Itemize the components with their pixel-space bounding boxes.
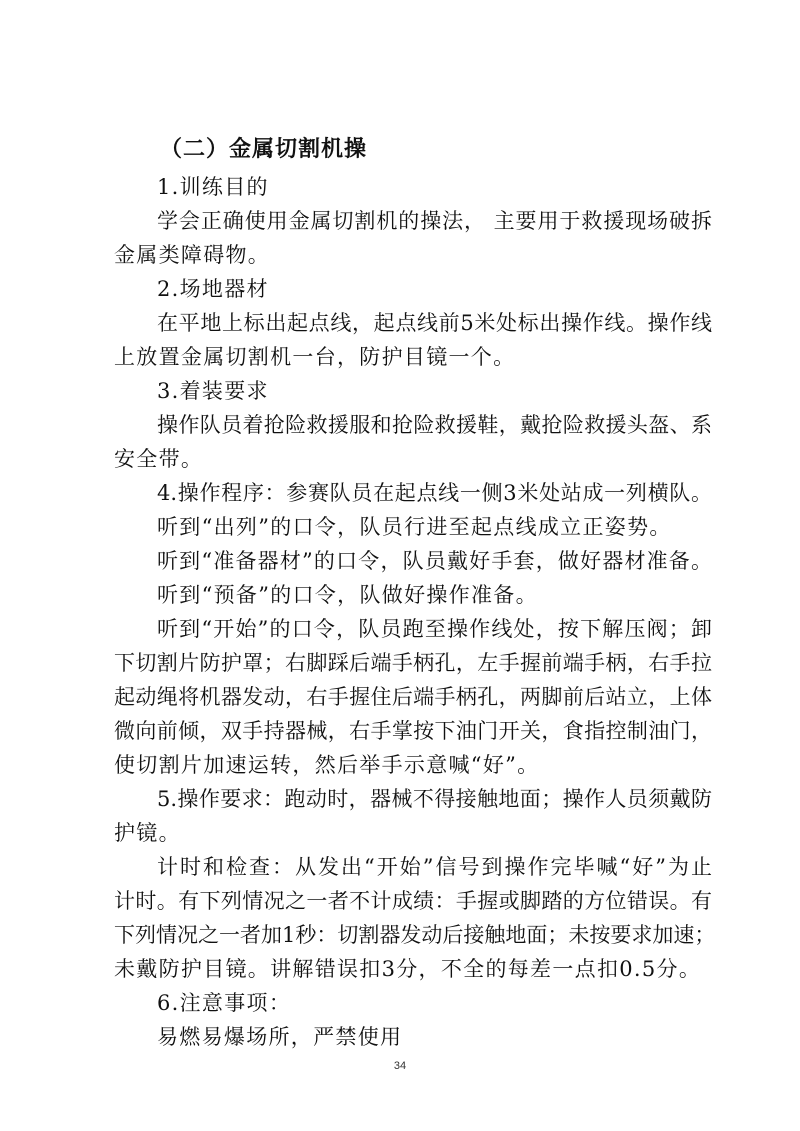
section-title: （二）金属切割机操 [160,137,368,162]
paragraph-line: 学会正确使用金属切割机的操法， 主要用于救援现场破拆 [157,209,712,233]
paragraph-line: 计时和检查：从发出“开始”信号到操作完毕喊“好”为止 [157,855,712,879]
paragraph-line: 使切割片加速运转，然后举手示意喊“好”。 [114,753,540,777]
paragraph-line: 易燃易爆场所，严禁使用 [157,1025,403,1049]
paragraph-line: 听到“准备器材”的口令，队员戴好手套，做好器材准备。 [157,549,712,573]
heading-operation-requirements: 5.操作要求：跑动时，器械不得接触地面；操作人员须戴防 [157,787,712,811]
paragraph-line: 未戴防护目镜。讲解错误扣3分，不全的每差一点扣0.5分。 [114,957,702,981]
heading-training-purpose: 1.训练目的 [157,175,269,199]
paragraph-line: 听到“预备”的口令，队做好操作准备。 [157,583,538,607]
heading-venue-equipment: 2.场地器材 [157,277,269,301]
paragraph-line: 金属类障碍物。 [114,243,271,267]
paragraph-line: 安全带。 [114,447,204,471]
paragraph-line: 在平地上标出起点线，起点线前5米处标出操作线。操作线 [157,311,712,335]
paragraph-line: 下列情况之一者加1秒：切割器发动后接触地面；未按要求加速； [114,923,716,947]
heading-operation-procedure: 4.操作程序：参赛队员在起点线一侧3米处站成一列横队。 [157,481,712,505]
paragraph-line: 护镜。 [114,821,181,845]
page-number: 34 [393,1060,407,1072]
paragraph-line: 下切割片防护罩；右脚踩后端手柄孔，左手握前端手柄，右手拉 [114,651,712,675]
paragraph-line: 听到“开始”的口令，队员跑至操作线处，按下解压阀；卸 [157,617,712,641]
heading-precautions: 6.注意事项： [157,991,292,1015]
paragraph-line: 操作队员着抢险救援服和抢险救援鞋，戴抢险救援头盔、系 [157,413,712,437]
paragraph-line: 计时。有下列情况之一者不计成绩：手握或脚踏的方位错误。有 [114,889,712,913]
paragraph-line: 听到“出列”的口令，队员行进至起点线成立正姿势。 [157,515,672,539]
paragraph-line: 起动绳将机器发动，右手握住后端手柄孔，两脚前后站立，上体 [114,685,712,709]
paragraph-line: 上放置金属切割机一台，防护目镜一个。 [114,345,516,369]
heading-dress-requirements: 3.着装要求 [157,379,269,403]
paragraph-line: 微向前倾，双手持器械，右手掌按下油门开关，食指控制油门， [114,719,712,743]
